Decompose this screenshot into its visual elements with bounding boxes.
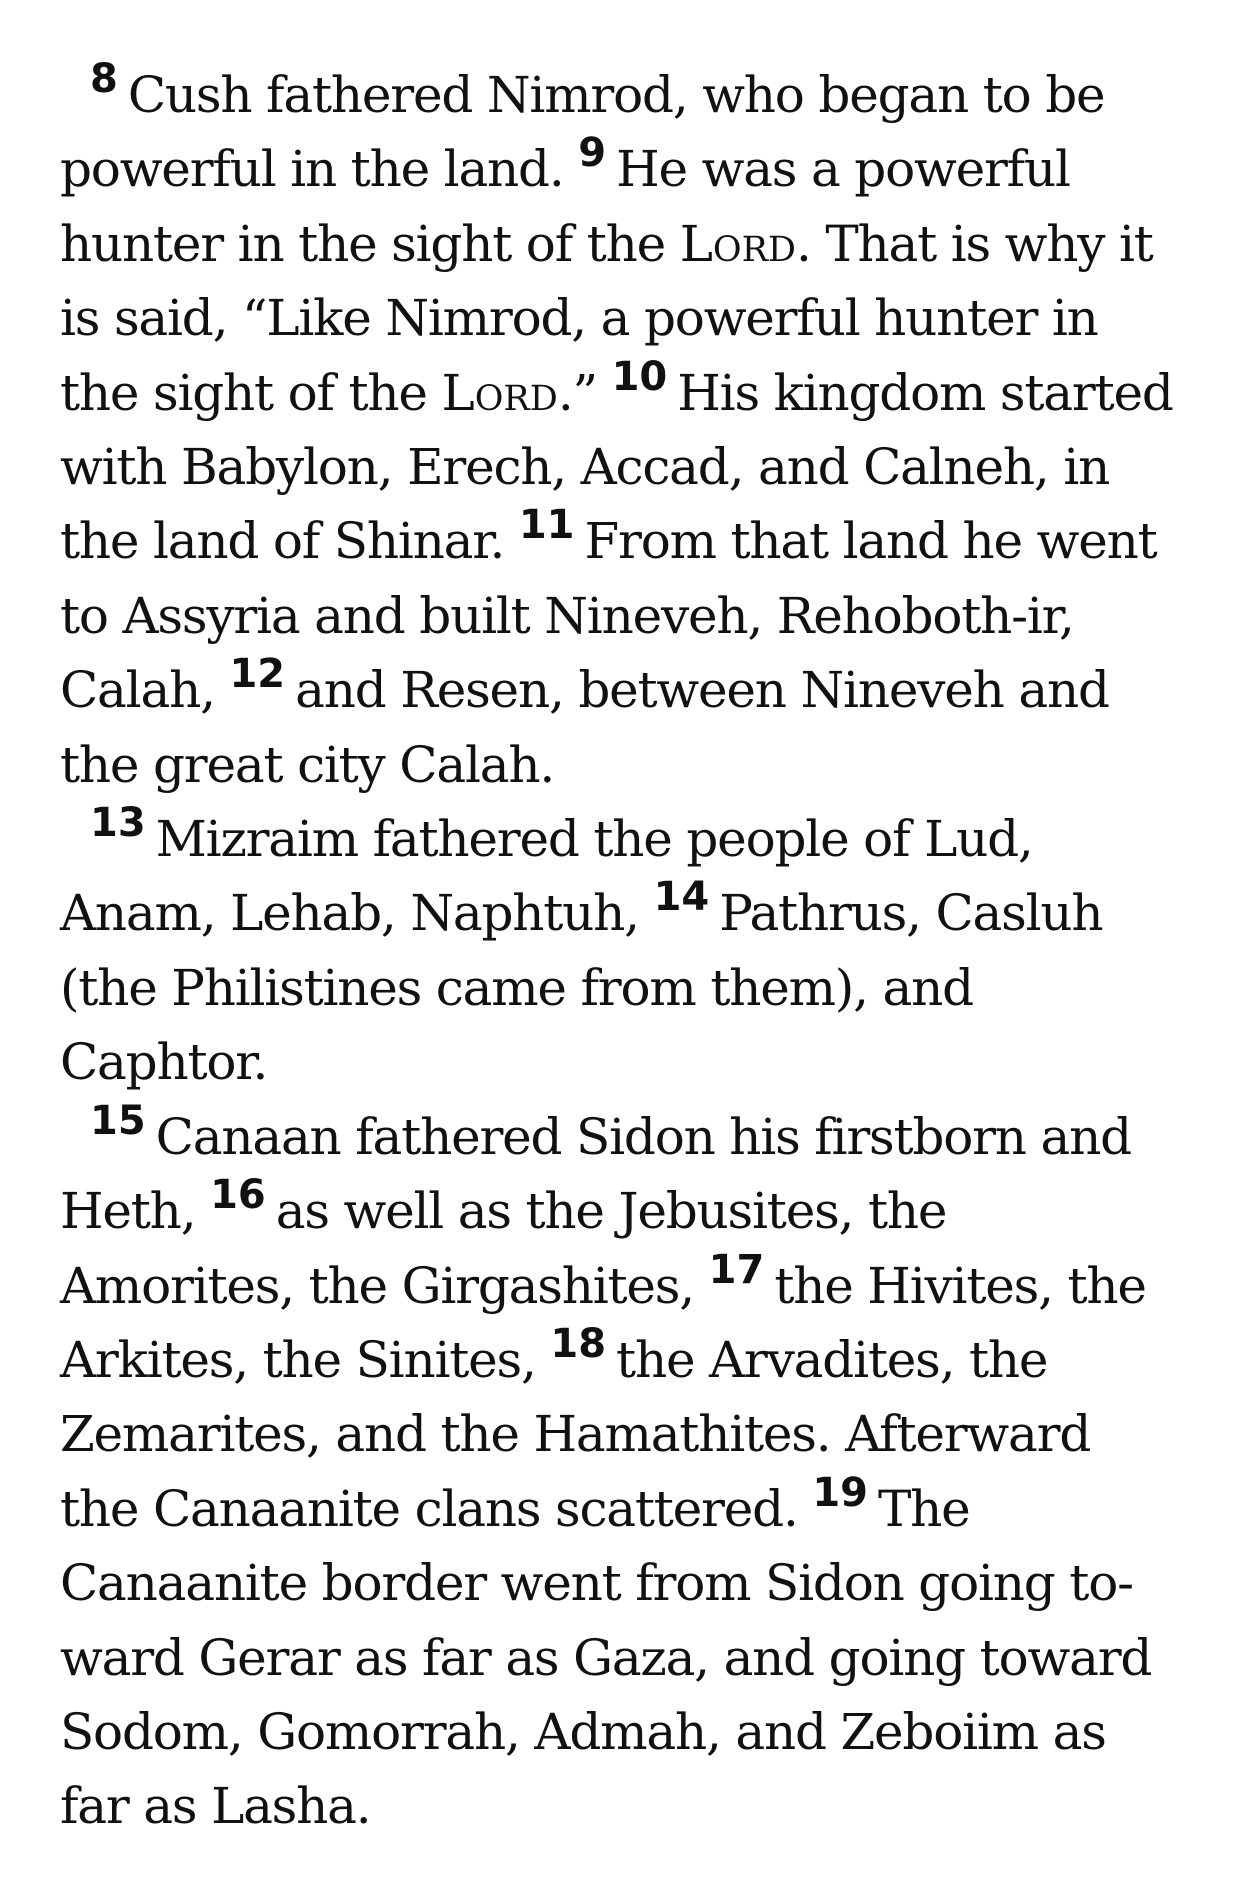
verse-number: 12 xyxy=(229,651,286,698)
divine-name: Lord xyxy=(679,214,796,273)
verse-number: 8 xyxy=(90,56,118,102)
verse-text: Cush fathered Nimrod, who began to be powerful in the land. xyxy=(60,66,1105,199)
verse-text: the Hivites, the Arkites, the Sinites, xyxy=(60,1256,1146,1389)
verse-text: and Resen, between Nineveh and the great city Calah. xyxy=(60,661,1109,794)
verse-text: The Canaanite border went from Sidon going toward Gerar as far as Gaza, and going toward Sodom, Gomorrah, Admah, and Zeboiim as far as Lasha. xyxy=(60,1479,1152,1836)
scripture-paragraph xyxy=(60,802,1180,1100)
scripture-paragraph xyxy=(60,58,1180,802)
verse-number: 10 xyxy=(611,353,668,400)
verse-text: He was a powerful hunter in the sight of the xyxy=(60,140,1070,273)
verse-text: Canaan fathered Sidon his firstborn and Heth, xyxy=(60,1107,1131,1241)
scripture-paragraph xyxy=(60,1097,1180,1844)
verse-number: 13 xyxy=(90,800,146,847)
verse-number: 14 xyxy=(653,874,710,921)
verse-text: Mizraim fathered the people of Lud, Anam, Lehab, Naphtuh, xyxy=(60,810,1033,943)
divine-name: Lord xyxy=(441,363,558,422)
verse-text: . That is why it is said, “Like Nimrod, a powerful hunter in the sight of the xyxy=(60,214,1153,422)
verse-text: .” xyxy=(557,363,612,422)
scripture-page xyxy=(60,58,1180,1844)
verse-number: 11 xyxy=(518,502,575,549)
verse-text: the Arvadites, the Zemarites, and the Hamathites. Afterward the Canaanite clans scattered. xyxy=(60,1330,1091,1538)
verse-text: From that land he went to Assyria and built Nineveh, Rehoboth-ir, Calah, xyxy=(60,512,1157,720)
verse-text: as well as the Jebusites, the Amorites, the Girgashites, xyxy=(60,1182,947,1315)
verse-text: His kingdom started with Babylon, Erech, Accad, and Calneh, in the land of Shinar. xyxy=(60,363,1173,571)
verse-number: 16 xyxy=(210,1172,266,1219)
verse-number: 15 xyxy=(90,1097,146,1144)
verse-number: 9 xyxy=(578,130,607,177)
verse-number: 17 xyxy=(708,1246,765,1293)
verse-text: Pathrus, Casluh (the Philistines came from them), and Caphtor. xyxy=(60,884,1103,1092)
verse-number: 19 xyxy=(812,1469,868,1516)
verse-number: 18 xyxy=(550,1320,607,1367)
